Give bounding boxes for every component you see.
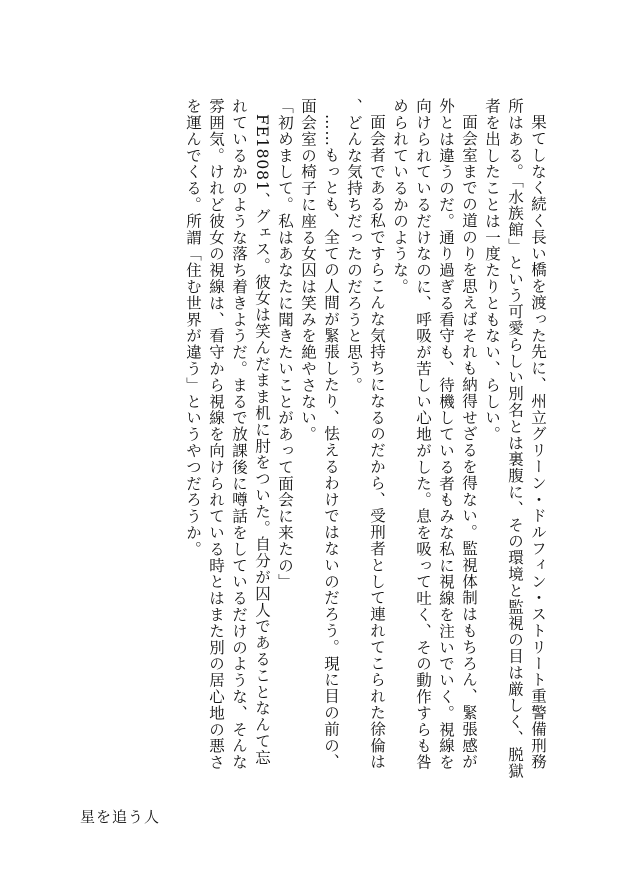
running-title: 星を追う人 xyxy=(80,808,161,826)
paragraph-3: 面会者である私ですらこんな気持ちになるのだから、受刑者として連れてこられた徐倫は、どんな気持ちだったのだろうと思う。 xyxy=(345,98,386,770)
paragraph-5-dialogue: 「初めまして。私はあなたに聞きたいことがあって面会に来たの」 xyxy=(276,98,294,590)
body-text xyxy=(181,98,549,780)
paragraph-2: 面会室までの道のりを思えばそれも納得せざるを得ない。監視体制はもちろん、緊張感が外とは違うのだ。通り過ぎる看守も、待機している者もみな私に視線を注いでいく。視線を向けられているだけなのに、呼吸が苦しい心地がした。息を吸って吐く、その動作すらも咎められているかのような。 xyxy=(391,98,478,771)
paragraph-6: FE18081、グェス。彼女は笑んだまま机に肘をついた。自分が囚人であることなんて忘れているかのような落ち着きようだ。まるで放課後に噂話をしているだけのような、そんな雰囲気。けれど彼女の視線は、看守から視線を向けられている時とはまた別の居心地の悪さを運んでくる。所謂「住む世界が違う」というやつだろうか。 xyxy=(184,98,271,771)
paragraph-1: 果てしなく続く長い橋を渡った先に、州立グリーン・ドルフィン・ストリート重警備刑務所はある。「水族館」という可愛らしい別名とは裏腹に、その環境と監視の目は厳しく、脱獄者を出したことは一度たりともない、らしい。 xyxy=(483,98,547,780)
paragraph-4: ……もっとも、全ての人間が緊張したり、怯えるわけではないのだろう。現に目の前の、面会室の椅子に座る女囚は笑みを絶やさない。 xyxy=(299,98,340,770)
